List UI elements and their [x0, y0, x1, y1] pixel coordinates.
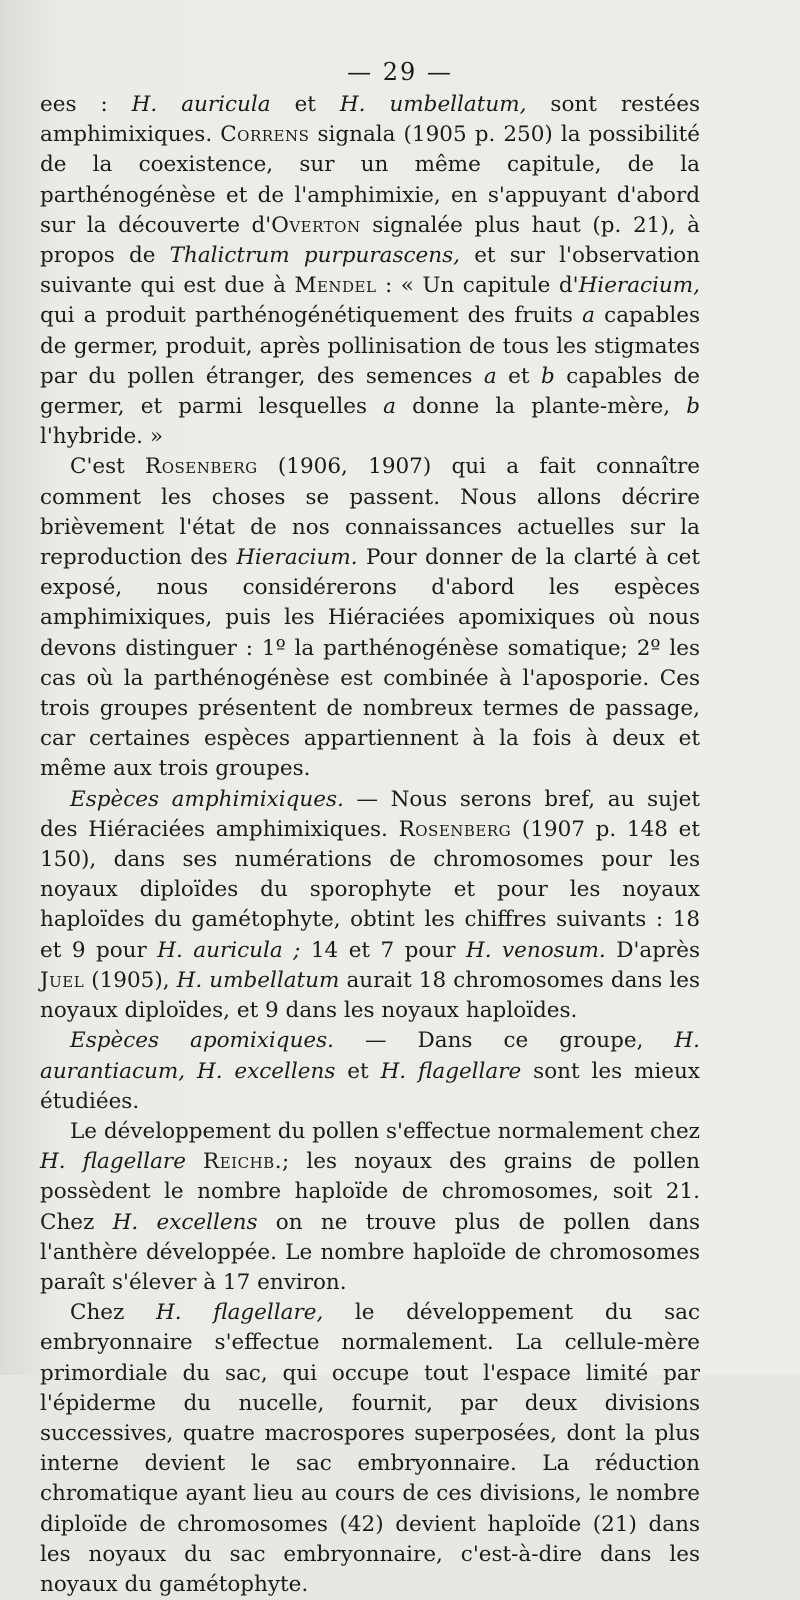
- italic-term: H. umbellatum: [176, 967, 340, 993]
- paragraph: [40, 1117, 700, 1298]
- italic-term: Thalictrum purpurascens,: [169, 243, 460, 269]
- text-run: et sur l'observation suivante qui est due à: [40, 243, 700, 299]
- text-run: 14 et 7 pour: [300, 937, 466, 963]
- body-text: [40, 90, 700, 1600]
- text-run: : « Un capitule d': [376, 273, 579, 299]
- italic-term: H. auricula ;: [157, 937, 301, 963]
- italic-term: Hieracium,: [578, 273, 700, 299]
- text-run: capables de germer, et parmi lesquelles: [40, 363, 700, 420]
- italic-term: H. flagellare: [380, 1058, 522, 1084]
- text-run: aurait 18 chromosomes dans les noyaux diploïdes, et 9 dans les noyaux haploïdes.: [40, 967, 700, 1024]
- text-run: sont restées amphimixiques.: [40, 92, 700, 148]
- text-run: signala (1905 p. 250) la possibilité de la coexistence, sur un même capitule, de la parthénogénèse et de l'amphimixie, en s'appuyant d'abord sur la découverte d': [40, 122, 700, 238]
- italic-term: H. excellens: [112, 1209, 258, 1235]
- author-name: Correns: [220, 122, 310, 148]
- author-name: Mendel: [294, 273, 377, 299]
- text-run: — Nous serons bref, au sujet des Hiéraciées amphimixiques.: [40, 786, 700, 842]
- text-run: sont les mieux étudiées.: [40, 1058, 701, 1114]
- paragraph: [40, 90, 700, 452]
- text-run: et: [496, 363, 541, 389]
- text-run: Pour donner de la clarté à cet exposé, nous considérerons d'abord les espèces amphimixiques, puis les Hiéraciées apomixiques où nous devons distinguer : 1º la parthénogénèse somatique; 2º les cas où la parthénogénèse est combinée à l'aposporie. Ces trois groupes présentent de nombreux termes de passage, car certaines espèces appartiennent à la fois à deux et même aux trois groupes.: [40, 545, 700, 782]
- italic-term: Espèces apomixiques.: [70, 1028, 335, 1054]
- text-run: Chez: [70, 1300, 156, 1326]
- text-run: — Dans ce groupe,: [334, 1028, 675, 1054]
- text-run: Le développement du pollen s'effectue normalement chez: [70, 1118, 700, 1144]
- paragraph: [40, 785, 700, 1027]
- italic-term: H. auricula: [131, 92, 271, 117]
- author-name: Rosenberg: [398, 816, 512, 842]
- text-run: signalée plus haut (p. 21), à propos de: [40, 212, 700, 269]
- italic-term: H. venosum.: [465, 937, 606, 963]
- author-name: Overton: [271, 212, 361, 238]
- text-run: ; les noyaux des grains de pollen possèdent le nombre haploïde de chromosomes, soit 21. Chez: [40, 1149, 700, 1235]
- text-run: ees :: [40, 92, 132, 117]
- text-run: (1906, 1907) qui a fait connaître comment les choses se passent. Nous allons décrire brièvement l'état de nos connaissances actuelles sur la reproduction des: [40, 454, 700, 571]
- text-run: capables de germer, produit, après pollinisation de tous les stigmates par du pollen étranger, des semences: [40, 303, 701, 389]
- text-run: D'après: [605, 937, 700, 963]
- italic-term: a: [383, 394, 396, 420]
- text-run: [186, 1149, 203, 1174]
- author-name: Reichb.: [203, 1149, 283, 1175]
- italic-term: b: [540, 363, 555, 389]
- text-run: et: [335, 1058, 381, 1084]
- text-run: (1907 p. 148 et 150), dans ses numérations de chromosomes pour les noyaux diploïdes du sporophyte et pour les noyaux haploïdes du gamétophyte, obtint les chiffres suivants : 18 et 9 pour: [40, 816, 700, 963]
- paragraph: [40, 1298, 700, 1600]
- italic-term: a: [582, 303, 595, 329]
- text-run: le développement du sac embryonnaire s'effectue normalement. La cellule-mère primordiale du sac, qui occupe tout l'espace limité par l'épiderme du nucelle, fournit, par deux divisions successives, quatre macrospores superposées, dont la plus interne devient le sac embryonnaire. La réduction chromatique ayant lieu au cours de ces divisions, le nombre diploïde de chromosomes (42) devient haploïde (21) dans les noyaux du sac embryonnaire, c'est-à-dire dans les noyaux du gamétophyte.: [40, 1300, 700, 1597]
- italic-term: H. umbellatum,: [339, 92, 527, 117]
- text-run: (1905),: [84, 967, 177, 993]
- italic-term: H. flagellare: [40, 1149, 186, 1175]
- italic-term: Hieracium.: [236, 545, 358, 571]
- paragraph: [40, 452, 700, 784]
- italic-term: a: [483, 363, 497, 389]
- page-number: — 29 —: [347, 58, 453, 86]
- text-run: l'hybride. »: [40, 424, 164, 450]
- paragraph: [40, 1026, 700, 1117]
- author-name: Juel: [40, 967, 85, 993]
- text-run: et: [270, 92, 340, 117]
- italic-term: b: [686, 394, 700, 420]
- italic-term: Espèces amphimixiques.: [70, 786, 344, 812]
- italic-term: H. flagellare,: [156, 1300, 324, 1326]
- author-name: Rosenberg: [145, 454, 258, 480]
- text-run: donne la plante-mère,: [395, 394, 687, 420]
- text-run: qui a produit parthénogénétiquement des fruits: [40, 303, 583, 329]
- italic-term: H. aurantiacum, H. excellens: [40, 1028, 700, 1084]
- text-run: C'est: [70, 454, 146, 480]
- text-run: on ne trouve plus de pollen dans l'anthère développée. Le nombre haploïde de chromosomes paraît s'élever à 17 environ.: [40, 1209, 701, 1295]
